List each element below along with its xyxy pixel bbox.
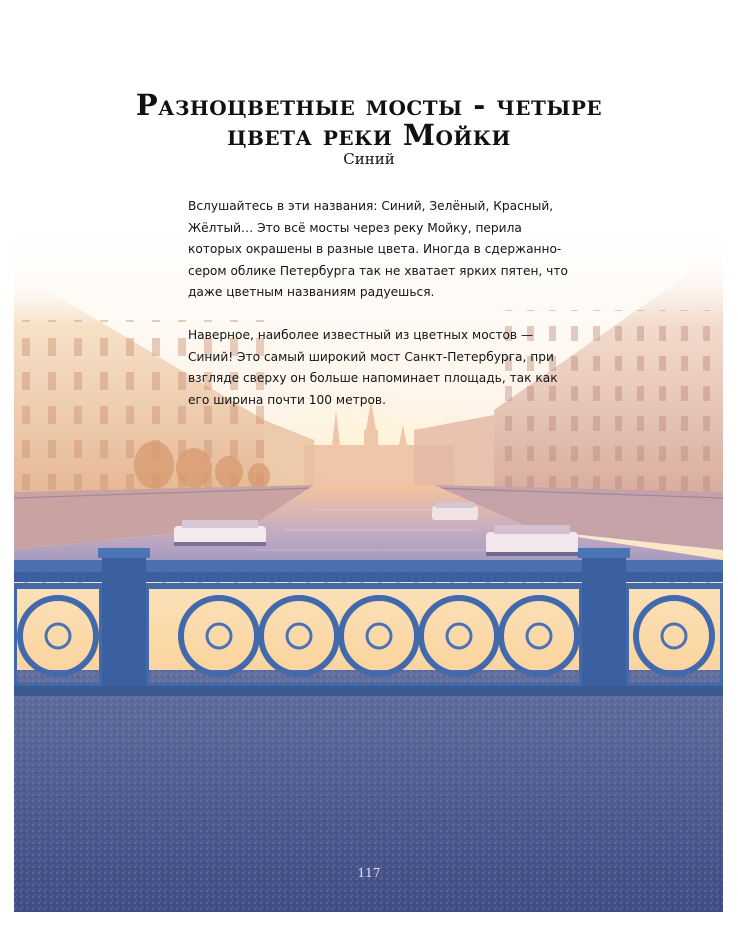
text-line: его ширина почти 100 метров. [188,392,386,407]
title-line: цвета реки Мойки [227,118,511,152]
text-line: Наверное, наиболее известный из цветных мостов — [188,327,534,342]
section-subtitle: Синий [343,150,395,168]
text-line: сером облике Петербурга так не хватает ярких пятен, что [188,263,568,278]
page-number: 117 [357,866,381,880]
paragraph [188,196,568,304]
page-title [0,90,738,150]
text-line: даже цветным названиям радуешься. [188,285,435,300]
title-line: Разноцветные мосты - четыре [135,88,603,122]
text-line: Вслушайтесь в эти названия: Синий, Зелёный, Красный, [188,199,554,213]
text-line: Синий! Это самый широкий мост Санкт-Петербурга, при [188,349,554,364]
body-text [188,196,568,432]
paragraph [188,325,568,411]
text-line: взгляде сверху он больше напоминает площадь, так как [188,371,558,386]
text-line: Жёлтый… Это всё мосты через реку Мойку, перила [188,220,522,235]
text-line: которых окрашены в разные цвета. Иногда в сдержанно- [188,242,562,257]
